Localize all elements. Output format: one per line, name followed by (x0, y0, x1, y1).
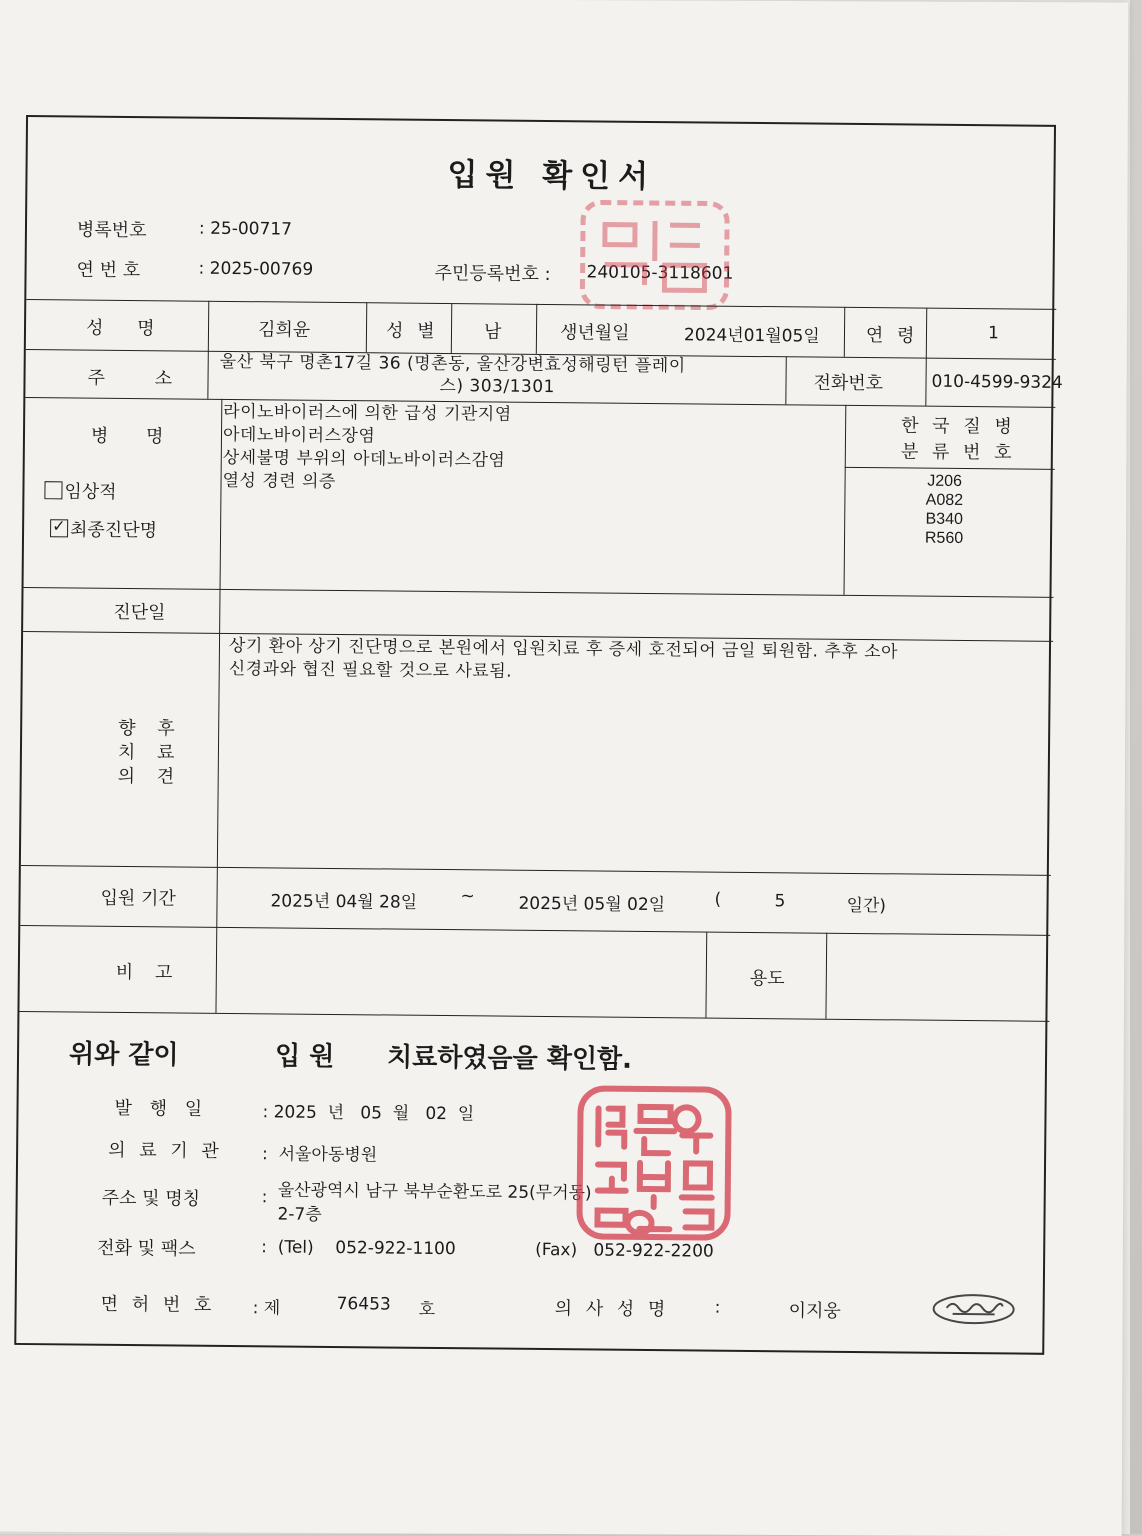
name-label: 성 명 (85, 317, 169, 340)
clinical-option (44, 477, 116, 504)
clinical-checkbox[interactable] (44, 481, 62, 499)
address-line-2: 스) 303/1301 (439, 375, 555, 398)
stay-to: 2025년 05월 02일 (518, 893, 666, 916)
kcd-code: B340 (925, 510, 963, 528)
diagnosis-date-label: 진단일 (113, 601, 166, 624)
kcd-code: R560 (924, 529, 964, 548)
admission-certificate-form (14, 115, 1063, 1355)
contact-label: 전화 및 팩스 (97, 1237, 196, 1260)
sex-label: 성 별 (385, 320, 439, 342)
grid-line (925, 358, 926, 406)
final-diagnosis-checkbox[interactable] (50, 519, 68, 537)
stay-open-paren: ( (714, 889, 722, 910)
record-no-value: : 25-00717 (198, 218, 293, 240)
address-name-label: 주소 및 명칭 (101, 1187, 201, 1210)
contact-fax: (Fax) 052-922-2200 (535, 1239, 714, 1262)
kcd-code-list (914, 472, 975, 549)
patient-age: 1 (987, 323, 999, 344)
institution-label: 의 료 기 관 (108, 1139, 223, 1162)
opinion-line-2: 신경과와 협진 필요할 것으로 사료됨. (228, 658, 513, 682)
resident-no-label: 주민등록번호 : (434, 262, 551, 286)
grid-line (451, 303, 452, 353)
diagnosis-item: 아데노바이러스장염 (222, 424, 376, 447)
opinion-label-2: 치 료 (117, 741, 183, 764)
grid-line (785, 356, 786, 404)
institution-value: : 서울아동병원 (262, 1144, 378, 1166)
diagnosis-list (222, 401, 511, 496)
serial-no-value: : 2025-00769 (198, 258, 314, 280)
contact-tel: : (Tel) 052-922-1100 (261, 1237, 456, 1260)
kcd-code: J206 (927, 472, 963, 490)
grid-line (926, 308, 927, 358)
dob-label: 생년월일 (559, 322, 630, 344)
grid-line (705, 932, 707, 1018)
confirm-text-3: 치료하였음을 확인함. (386, 1042, 633, 1075)
doctor-colon: : (714, 1297, 721, 1318)
grid-line (207, 301, 209, 399)
license-label: 면 허 번 호 (100, 1293, 216, 1316)
address-label: 주 소 (87, 367, 195, 390)
age-label: 연 령 (865, 325, 919, 347)
grid-line (20, 925, 1050, 936)
opinion-label-1: 향 후 (118, 717, 183, 740)
purpose-label: 용도 (749, 967, 785, 990)
license-suffix: 호 (418, 1299, 436, 1320)
inst-address-line-1: 울산광역시 남구 북부순환도로 25(무거동) (277, 1180, 592, 1204)
faint-seal-stamp (574, 194, 735, 316)
license-number: 76453 (336, 1294, 391, 1315)
serial-no-label: 연 번 호 (76, 259, 141, 282)
diagnosis-item: 열성 경련 의증 (222, 470, 336, 492)
issue-date-value: : 2025 년 05 월 02 일 (262, 1102, 475, 1125)
stay-label: 입원 기간 (100, 887, 176, 910)
inst-address-line-2: 2-7층 (277, 1204, 322, 1225)
grid-line (366, 302, 367, 352)
kcd-label-1: 한 국 질 병 (901, 415, 1016, 438)
license-prefix: : 제 (252, 1298, 281, 1319)
opinion-line-1: 상기 환아 상기 진단명으로 본원에서 입원치료 후 증세 호전되어 금일 퇴원함. 추후 소아 (228, 635, 899, 663)
diagnosis-label: 병 명 (90, 425, 180, 448)
grid-line (21, 865, 1051, 876)
stay-from: 2025년 04월 28일 (270, 891, 418, 913)
doctor-signature-seal (930, 1292, 1016, 1327)
stay-tilde: ~ (460, 886, 475, 907)
confirm-text-2: 입 원 (274, 1041, 335, 1072)
grid-line (215, 399, 222, 1013)
remarks-label: 비 고 (115, 961, 181, 984)
grid-line (19, 1011, 1049, 1022)
final-diagnosis-label: 최종진단명 (69, 519, 158, 542)
stay-days-suffix: 일간) (846, 895, 887, 917)
grid-line (24, 587, 1054, 598)
confirm-text-1: 위와 같이 (68, 1039, 179, 1071)
clinical-label: 임상적 (64, 481, 117, 503)
patient-sex: 남 (483, 321, 502, 343)
patient-name: 김희윤 (257, 319, 311, 341)
phone-label: 전화번호 (813, 372, 884, 395)
kcd-label-2: 분 류 번 호 (900, 441, 1016, 464)
opinion-label-3: 의 견 (117, 765, 183, 788)
document-title: 입원 확인서 (447, 157, 657, 196)
doctor-label: 의 사 성 명 (554, 1298, 670, 1321)
final-diagnosis-option (50, 515, 157, 542)
grid-line (536, 304, 537, 354)
hospital-seal-stamp (573, 1082, 735, 1244)
grid-line (844, 307, 845, 357)
patient-dob: 2024년01월05일 (683, 325, 820, 347)
phone-value: 010-4599-9324 (931, 371, 1063, 393)
diagnosis-item: 라이노바이러스에 의한 급성 기관지염 (223, 401, 512, 425)
doctor-name: 이지웅 (788, 1300, 841, 1322)
issue-date-label: 발 행 일 (114, 1097, 209, 1120)
record-no-label: 병록번호 (76, 219, 147, 242)
grid-line (845, 467, 1055, 470)
stay-days: 5 (774, 891, 786, 912)
diagnosis-item: 상세불명 부위의 아데노바이러스감염 (222, 447, 506, 471)
kcd-code: A082 (925, 491, 964, 509)
grid-line (825, 933, 827, 1019)
address-line-1: 울산 북구 명촌17길 36 (명촌동, 울산강변효성해링턴 플레이 (219, 351, 686, 377)
resident-no-value: 240105-3118601 (586, 262, 734, 284)
grid-line (26, 299, 1056, 310)
address-colon: : (261, 1187, 268, 1208)
grid-line (843, 405, 846, 595)
